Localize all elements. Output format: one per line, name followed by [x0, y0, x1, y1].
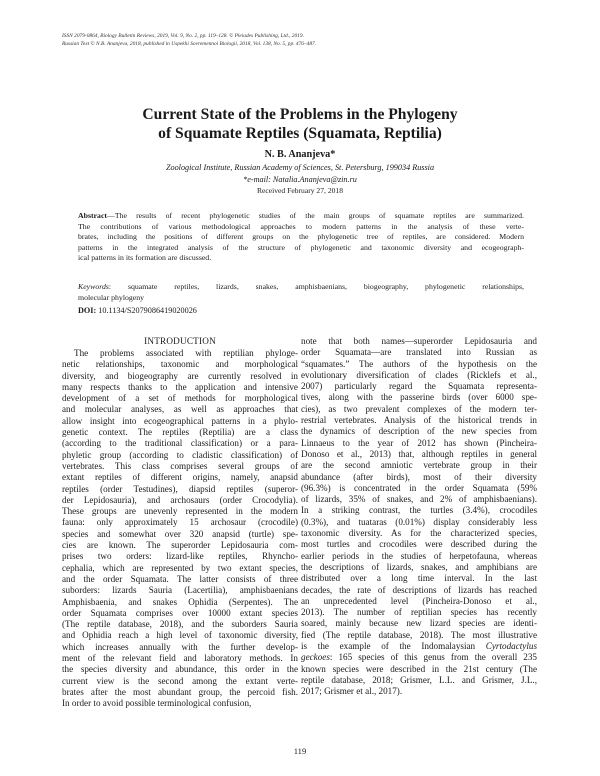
body-text-line: distributed over a long time interval. In the last — [301, 573, 537, 584]
body-text-line: reptile database, 2018; Grismer, L.L. and Grismer, J.L., — [301, 674, 537, 685]
body-text-line: fied (The reptile database, 2018). The most illustrative — [301, 629, 537, 640]
body-text-line: reptiles (order Testudines), diapsid reptiles (superor- — [62, 483, 298, 494]
page-number: 119 — [293, 746, 307, 756]
keywords-line — [78, 282, 524, 293]
keywords — [78, 282, 524, 303]
journal-citation-line: ISSN 2079-0864, Biology Bulletin Reviews, 2019, Vol. 9, No. 2, pp. 119–128. © Pleiades Publishing, Ltd., 2019. — [62, 33, 304, 39]
body-text-line: which increases annually with the further develop- — [62, 641, 298, 652]
title-line-2: of Squamate Reptiles (Squamata, Reptilia) — [158, 125, 442, 142]
section-heading-introduction: INTRODUCTION — [144, 336, 216, 346]
body-text-line: restrial vertebrates. Analysis of the historical trends in — [301, 415, 537, 426]
abstract-line: patterns in the integrated analysis of the structure of phylogenetic and taxonomic diversity and ecogeograph- — [78, 242, 524, 252]
body-text-line: the descriptions of lizards, snakes, and amphibians are — [301, 561, 537, 572]
journal-header — [62, 33, 542, 48]
translation-citation-line: Russian Text © N.B. Ananjeva, 2018, published in Uspekhi Sovremennoi Biologii, 2018, Vol. 138, No. 5, pp. 476–487. — [62, 40, 317, 47]
right-column — [301, 336, 537, 698]
body-text-line: the dynamics of description of the new species from — [301, 426, 537, 437]
body-text-line: taxonomic diversity. As for the characterized species, — [301, 528, 537, 539]
body-text-line: tives, along with the passerine birds (over 6000 spe- — [301, 392, 537, 403]
body-text-line: In a striking contrast, the turtles (3.4%), crocodiles — [301, 505, 537, 516]
body-text-line: and the order Squamata. The latter consists of three — [62, 573, 298, 584]
body-text-line: abundance (after birds), most of their diversity — [301, 471, 537, 482]
body-text-line: earlier periods in the studies of herpetofauna, whereas — [301, 550, 537, 561]
body-text-line: Donoso et al., 2013) that, although reptiles in general — [301, 448, 537, 459]
body-text-line: fauna: only approximately 15 archosaur (crocodile) — [62, 517, 298, 528]
body-text-line: genetic context. The reptiles (Reptilia) are a class — [62, 427, 298, 438]
body-text-line: (according to the traditional classification) or a para- — [62, 438, 298, 449]
body-text-line: order Squamata comprises over 10000 extant species — [62, 607, 298, 618]
doi-link[interactable]: 10.1134/S2079086419020026 — [98, 306, 197, 315]
body-text-line: 2017; Grismer et al., 2017). — [301, 686, 403, 697]
keywords-line: molecular phylogeny — [78, 292, 145, 302]
body-text-line: These groups are unevenly represented in the modern — [62, 506, 298, 517]
abstract-line: The contributions of various methodological approaches to modern patterns in the analysis of these verte- — [78, 221, 524, 231]
body-text-line: diversity, and biogeography are currently resolved in — [62, 370, 298, 381]
body-text-line: brates after the most abundant group, the percoid fish. — [62, 686, 298, 697]
body-text-line: cies), as two prevalent complexes of the modern ter- — [301, 403, 537, 414]
italic-word: geckoes — [301, 652, 330, 663]
body-text-line: vertebrates. This class comprises several groups of — [62, 460, 298, 471]
body-text-line — [301, 652, 537, 663]
keywords-text: : squamate reptiles, lizards, snakes, amphisbaenians, biogeography, phylogenetic relationships, — [108, 282, 524, 291]
title-line-1: Current State of the Problems in the Phylogeny — [142, 106, 458, 123]
abstract-line: brates, including the positions of different groups on the phylogenetic tree of reptiles, are considered. Modern — [78, 232, 524, 242]
body-text-line: (0.3%), and tuataras (0.01%) display considerably less — [301, 516, 537, 527]
body-text-line: many respects thanks to the application and intensive — [62, 381, 298, 392]
body-text-line: prises two orders: lizard-like reptiles, Rhyncho- — [62, 551, 298, 562]
doi — [78, 306, 197, 315]
abstract-text: —The results of recent phylogenetic studies of the main groups of squamate reptiles are summarized. — [107, 211, 524, 220]
body-text-line: soared, mainly because new lizard species are identi- — [301, 618, 537, 629]
abstract-heading: Abstract — [78, 211, 108, 220]
left-column — [62, 348, 298, 710]
body-text-line: note that both names—superorder Lepidosauria and — [301, 336, 537, 346]
body-text-line: allow insight into ecogeographical patterns in a phylo- — [62, 415, 298, 426]
body-text-line: phyletic group (according to cladistic classification) of — [62, 449, 298, 460]
body-text-line: evolutionary diversification of clades (Ricklefs et al., — [301, 369, 537, 380]
keywords-heading: Keywords — [78, 282, 109, 291]
affiliation — [60, 162, 540, 185]
body-text-line: cephalia, which are represented by two extant species, — [62, 562, 298, 573]
received-date: Received February 27, 2018 — [256, 185, 344, 195]
body-text-line: most turtles and crocodiles were described during the — [301, 539, 537, 550]
abstract-line — [78, 211, 524, 222]
body-text-line: cies are known. The superorder Lepidosauria com- — [62, 540, 298, 551]
author-name: N. B. Ananjeva* — [264, 149, 336, 160]
body-text-line: (The reptile database, 2018), and the suborders Sauria — [62, 619, 298, 630]
body-text-line: extant reptiles of different origins, namely, anapsid — [62, 472, 298, 483]
affiliation-email: *e-mail: Natalia.Ananjeva@zin.ru — [243, 174, 357, 184]
affiliation-institution: Zoological Institute, Russian Academy of Sciences, St. Petersburg, 199034 Russia — [165, 163, 435, 172]
body-text-line: 2007) particularly regard the Squamata representa- — [301, 381, 537, 392]
article-title — [60, 105, 540, 143]
body-text-line: In order to avoid possible terminological confusion, — [62, 698, 252, 709]
body-text-line: ment of the relevant field and laboratory methods. In — [62, 653, 298, 664]
body-text-line: 2013). The number of reptilian species has recently — [301, 607, 537, 618]
body-text-line: the species diversity and abundance, this order in the — [62, 664, 298, 675]
body-text-line: known species were described in the 21st century (The — [301, 663, 537, 674]
genus-name: Cyrtodactylus — [485, 641, 537, 652]
body-text-line: order Squamata—are translated into Russian as — [301, 347, 537, 358]
body-text-line: an unprecedented level (Pincheira-Donoso et al., — [301, 595, 537, 606]
body-text-line: der Lepidosauria), and archosaurs (order Crocodylia). — [62, 494, 298, 505]
body-text-line: netic relationships, taxonomic and morphological — [62, 359, 298, 370]
body-text-line: are the second amniotic vertebrate group in their — [301, 460, 537, 471]
body-text-line: “squamates.” The authors of the hypothesis on the — [301, 358, 537, 369]
body-text-line: Amphisbaenia, and snakes Ophidia (Serpentes). The — [62, 596, 298, 607]
body-text-line: (96.3%) is concentrated in the order Squamata (59% — [301, 482, 537, 493]
abstract-line: ical patterns in its formation are discussed. — [78, 253, 212, 263]
body-text-line — [301, 641, 537, 652]
body-text: is the example of the Indomalaysian — [301, 641, 486, 652]
body-text: : 165 species of this genus from the overall 235 — [329, 652, 537, 663]
body-text-line: and molecular analyses, as well as approaches that — [62, 404, 298, 415]
body-text-line: and Ophidia reach a high level of taxonomic diversity, — [62, 630, 298, 641]
abstract — [78, 211, 524, 264]
body-text-line: Linnaeus to the year of 2012 has shown (Pincheira- — [301, 437, 537, 448]
doi-label: DOI: — [78, 306, 97, 315]
body-text-line: current view is the second among the extant verte- — [62, 675, 298, 686]
body-text-line: The problems associated with reptilian phyloge- — [74, 348, 298, 358]
body-text-line: decades, the rate of descriptions of lizards has reached — [301, 584, 537, 595]
body-text-line: development of a set of methods for morphological — [62, 393, 298, 404]
body-text-line: suborders: lizards Sauria (Lacertilia), amphisbaenians — [62, 585, 298, 596]
body-text-line: species and somewhat over 320 anapsid (turtle) spe- — [62, 528, 298, 539]
body-text-line: of lizards, 35% of snakes, and 2% of amphisbaenians). — [301, 494, 537, 505]
